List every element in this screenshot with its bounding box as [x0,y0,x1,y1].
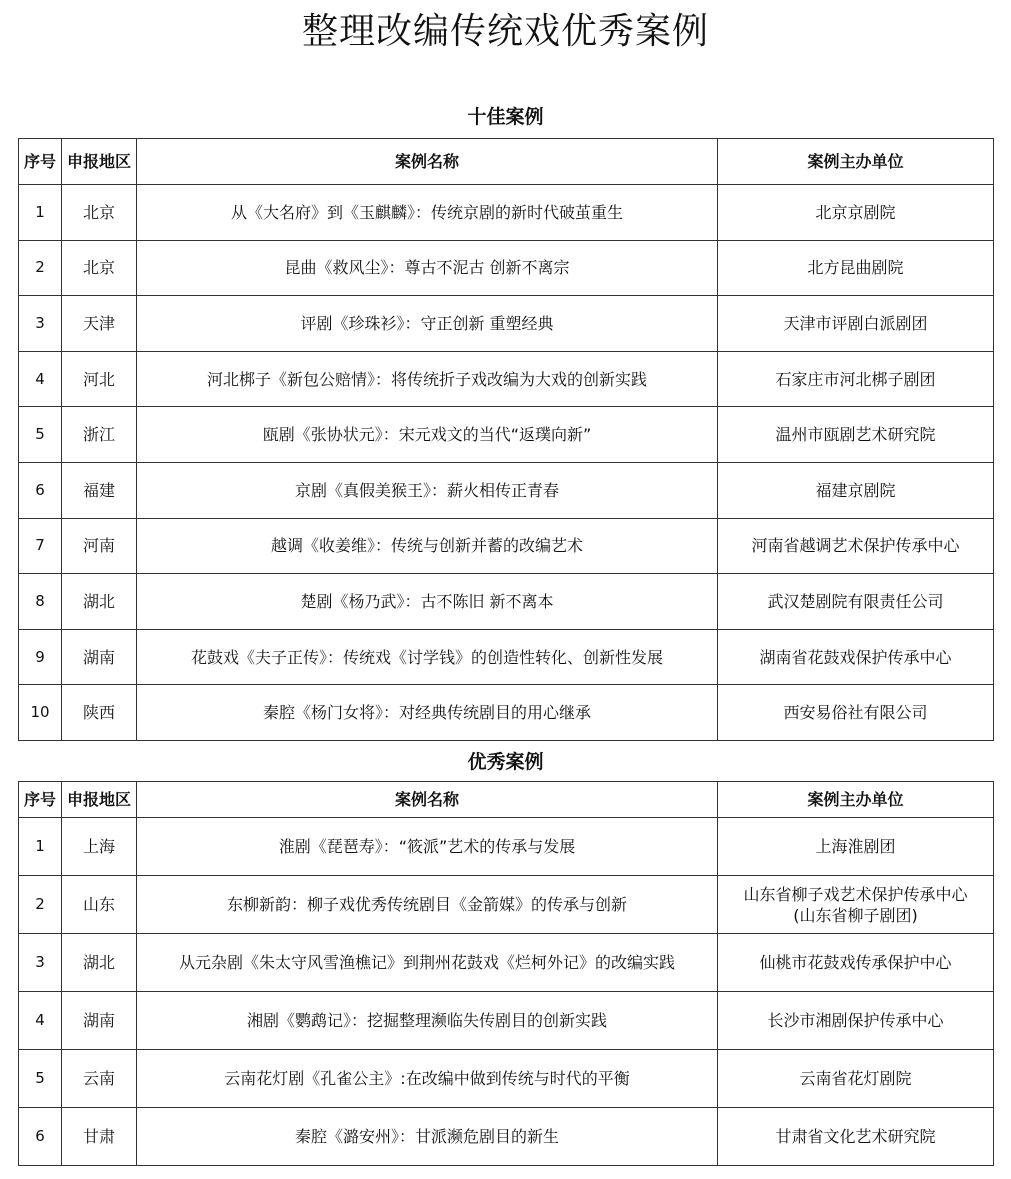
cell-case-name: 从《大名府》到《玉麒麟》：传统京剧的新时代破茧重生 [137,185,718,241]
table-row [19,407,994,463]
table-row [19,685,994,741]
cell-case-name: 东柳新韵：柳子戏优秀传统剧目《金箭媒》的传承与创新 [137,876,718,934]
top-ten-table [18,138,994,741]
cell-case-name: 秦腔《杨门女将》：对经典传统剧目的用心继承 [137,685,718,741]
cell-organizer: 福建京剧院 [718,462,994,518]
cell-region: 上海 [62,818,137,876]
cell-case-name: 评剧《珍珠衫》：守正创新 重塑经典 [137,296,718,352]
table-row [19,574,994,630]
cell-case-name: 云南花灯剧《孔雀公主》:在改编中做到传统与时代的平衡 [137,1050,718,1108]
cell-seq: 3 [19,934,62,992]
cell-region: 福建 [62,462,137,518]
table-row [19,629,994,685]
cell-region: 山东 [62,876,137,934]
cell-seq: 2 [19,876,62,934]
cell-region: 湖北 [62,934,137,992]
cell-organizer: 石家庄市河北梆子剧团 [718,351,994,407]
cell-case-name: 京剧《真假美猴王》：薪火相传正青春 [137,462,718,518]
cell-organizer: 长沙市湘剧保护传承中心 [718,992,994,1050]
cell-seq: 6 [19,1108,62,1166]
header-seq: 序号 [19,139,62,185]
header-region: 申报地区 [62,139,137,185]
cell-seq: 6 [19,462,62,518]
cell-organizer: 上海淮剧团 [718,818,994,876]
cell-organizer: 河南省越调艺术保护传承中心 [718,518,994,574]
header-region: 申报地区 [62,782,137,818]
table-row [19,934,994,992]
cell-seq: 2 [19,240,62,296]
cell-region: 湖南 [62,629,137,685]
table-row [19,1050,994,1108]
cell-organizer: 甘肃省文化艺术研究院 [718,1108,994,1166]
cell-region: 河南 [62,518,137,574]
cell-organizer: 北方昆曲剧院 [718,240,994,296]
cell-organizer: 仙桃市花鼓戏传承保护中心 [718,934,994,992]
table-header-row [19,139,994,185]
table-row [19,992,994,1050]
cell-seq: 4 [19,351,62,407]
cell-seq: 3 [19,296,62,352]
excellent-table [18,781,994,1166]
cell-organizer [718,876,994,934]
top-ten-section-title: 十佳案例 [467,106,544,128]
excellent-section-title: 优秀案例 [467,751,544,773]
table-row [19,818,994,876]
organizer-line-2: (山东省柳子剧团) [793,905,918,925]
cell-region: 湖南 [62,992,137,1050]
table-row [19,876,994,934]
table-row [19,518,994,574]
cell-region: 北京 [62,185,137,241]
cell-case-name: 秦腔《潞安州》：甘派濒危剧目的新生 [137,1108,718,1166]
table-row [19,1108,994,1166]
cell-seq: 10 [19,685,62,741]
cell-seq: 5 [19,407,62,463]
cell-region: 浙江 [62,407,137,463]
cell-seq: 9 [19,629,62,685]
cell-case-name: 楚剧《杨乃武》：古不陈旧 新不离本 [137,574,718,630]
cell-seq: 4 [19,992,62,1050]
cell-organizer: 北京京剧院 [718,185,994,241]
cell-region: 湖北 [62,574,137,630]
header-organizer: 案例主办单位 [718,139,994,185]
header-case-name: 案例名称 [137,139,718,185]
cell-region: 天津 [62,296,137,352]
cell-region: 甘肃 [62,1108,137,1166]
cell-seq: 1 [19,818,62,876]
cell-case-name: 越调《收姜维》：传统与创新并蓄的改编艺术 [137,518,718,574]
cell-region: 河北 [62,351,137,407]
header-case-name: 案例名称 [137,782,718,818]
cell-case-name: 昆曲《救风尘》：尊古不泥古 创新不离宗 [137,240,718,296]
cell-seq: 5 [19,1050,62,1108]
cell-region: 云南 [62,1050,137,1108]
cell-seq: 7 [19,518,62,574]
cell-seq: 8 [19,574,62,630]
table-row [19,296,994,352]
cell-seq: 1 [19,185,62,241]
organizer-line-1: 山东省柳子戏艺术保护传承中心 [743,884,968,904]
cell-region: 北京 [62,240,137,296]
cell-organizer: 天津市评剧白派剧团 [718,296,994,352]
cell-organizer: 湖南省花鼓戏保护传承中心 [718,629,994,685]
table-header-row [19,782,994,818]
cell-case-name: 从元杂剧《朱太守风雪渔樵记》到荆州花鼓戏《烂柯外记》的改编实践 [137,934,718,992]
cell-case-name: 河北梆子《新包公赔情》：将传统折子戏改编为大戏的创新实践 [137,351,718,407]
cell-region: 陕西 [62,685,137,741]
cell-case-name: 湘剧《鹦鹉记》：挖掘整理濒临失传剧目的创新实践 [137,992,718,1050]
table-row [19,462,994,518]
table-row [19,240,994,296]
cell-organizer: 云南省花灯剧院 [718,1050,994,1108]
cell-organizer: 温州市瓯剧艺术研究院 [718,407,994,463]
cell-case-name: 瓯剧《张协状元》：宋元戏文的当代“返璞向新” [137,407,718,463]
cell-organizer: 武汉楚剧院有限责任公司 [718,574,994,630]
cell-case-name: 淮剧《琵琶寿》：“筱派”艺术的传承与发展 [137,818,718,876]
header-seq: 序号 [19,782,62,818]
header-organizer: 案例主办单位 [718,782,994,818]
cell-case-name: 花鼓戏《夫子正传》：传统戏《讨学钱》的创造性转化、创新性发展 [137,629,718,685]
cell-organizer: 西安易俗社有限公司 [718,685,994,741]
table-row [19,351,994,407]
table-row [19,185,994,241]
page-title: 整理改编传统戏优秀案例 [301,11,709,52]
